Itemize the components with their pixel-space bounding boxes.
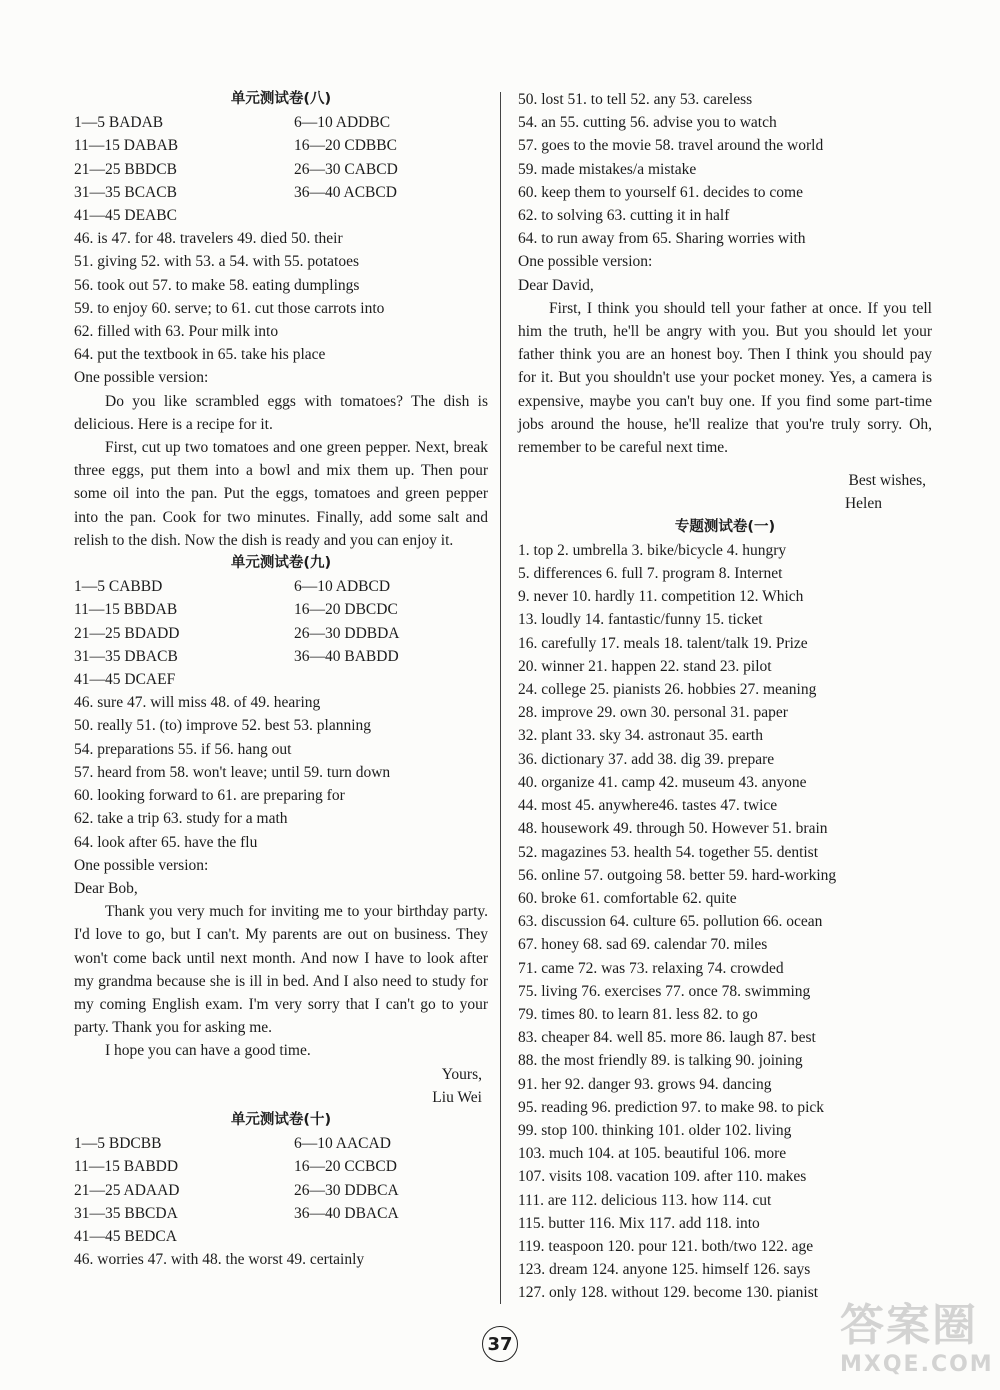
answer-row: 31—35 BCACB 36—40 ACBCD <box>74 183 397 201</box>
answer-line: 71. came 72. was 73. relaxing 74. crowded <box>518 959 784 977</box>
answer-row: 41—45 DEABC <box>74 207 177 225</box>
watermark-logo <box>840 1300 994 1385</box>
left-column <box>74 88 488 1271</box>
unit9-fill-answers <box>74 691 488 853</box>
letter-closing: Best wishes, <box>848 472 926 490</box>
answer-line: 36. dictionary 37. add 38. dig 39. prepare <box>518 750 775 768</box>
answer-line: 57. goes to the movie 58. travel around the world <box>518 137 824 155</box>
answer-line: 123. dream 124. anyone 125. himself 126. says <box>518 1261 811 1279</box>
answer-line: 95. reading 96. prediction 97. to make 98. to pick <box>518 1098 825 1116</box>
section-title-unit10: 单元测试卷(十) <box>230 1111 332 1128</box>
answer-row: 11—15 DABAB 16—20 CDBBC <box>74 137 397 155</box>
answer-line: 88. the most friendly 89. is talking 90. joining <box>518 1052 803 1070</box>
answer-row: 31—35 BBCDA 36—40 DBACA <box>74 1204 399 1222</box>
answer-line: 16. carefully 17. meals 18. talent/talk 19. Prize <box>518 634 808 652</box>
unit10-choice-answers <box>74 1132 488 1248</box>
answer-line: 79. times 80. to learn 81. less 82. to go <box>518 1005 758 1023</box>
answer-row: 1—5 CABBD 6—10 ADBCD <box>74 578 391 596</box>
answer-line: 119. teaspoon 120. pour 121. both/two 122. age <box>518 1237 814 1255</box>
answer-line: 64. look after 65. have the flu <box>74 833 258 851</box>
answer-line: 51. giving 52. with 53. a 54. with 55. potatoes <box>74 253 360 271</box>
answer-line: 99. stop 100. thinking 101. older 102. living <box>518 1121 792 1139</box>
letter-salutation: Dear Bob, <box>74 879 138 897</box>
answer-line: 54. an 55. cutting 56. advise you to watch <box>518 114 777 132</box>
answer-line: 62. to solving 63. cutting it in half <box>518 207 730 225</box>
answer-line: 44. most 45. anywhere46. tastes 47. twice <box>518 797 778 815</box>
answer-row: 11—15 BABDD 16—20 CCBCD <box>74 1158 397 1176</box>
answer-line: 5. differences 6. full 7. program 8. Internet <box>518 565 783 583</box>
answer-line: 46. is 47. for 48. travelers 49. died 50. their <box>74 230 343 248</box>
answer-line: 1. top 2. umbrella 3. bike/bicycle 4. hungry <box>518 541 787 559</box>
answer-line: 64. put the textbook in 65. take his place <box>74 346 326 364</box>
answer-line: 46. sure 47. will miss 48. of 49. hearing <box>74 694 321 712</box>
right-column <box>518 88 932 1305</box>
answer-line: 50. lost 51. to tell 52. any 53. careless <box>518 91 753 108</box>
answer-line: 103. much 104. at 105. beautiful 106. more <box>518 1145 787 1163</box>
letter-signature: Liu Wei <box>432 1088 482 1106</box>
answer-line: 40. organize 41. camp 42. museum 43. anyone <box>518 773 807 791</box>
answer-line: 111. are 112. delicious 113. how 114. cut <box>518 1191 772 1209</box>
answer-line: 60. broke 61. comfortable 62. quite <box>518 889 737 907</box>
answer-row: 21—25 BDADD 26—30 DDBDA <box>74 624 400 642</box>
answer-line: 56. online 57. outgoing 58. better 59. hard-working <box>518 866 837 884</box>
letter-closing: Yours, <box>441 1065 482 1083</box>
answer-line: 56. took out 57. to make 58. eating dumplings <box>74 276 360 294</box>
section-title-unit8: 单元测试卷(八) <box>230 91 332 107</box>
answer-line: 9. never 10. hardly 11. competition 12. Which <box>518 588 804 606</box>
answer-row: 1—5 BADAB 6—10 ADDBC <box>74 114 391 132</box>
answer-line: 91. her 92. danger 93. grows 94. dancing <box>518 1075 772 1093</box>
answer-line: 63. discussion 64. culture 65. pollution 66. ocean <box>518 913 823 931</box>
answer-line: 64. to run away from 65. Sharing worries with <box>518 230 806 248</box>
unit10-fill-answers-continued <box>518 88 932 250</box>
answer-line: 46. worries 47. with 48. the worst 49. certainly <box>74 1251 365 1269</box>
answer-row: 21—25 ADAAD 26—30 DDBCA <box>74 1181 399 1199</box>
essay-paragraph: I hope you can have a good time. <box>105 1042 311 1060</box>
answer-line: 67. honey 68. sad 69. calendar 70. miles <box>518 936 768 954</box>
answer-line: 57. heard from 58. won't leave; until 59. turn down <box>74 763 391 781</box>
column-divider <box>500 92 501 1304</box>
unit8-fill-answers <box>74 227 488 366</box>
answer-row: 1—5 BDCBB 6—10 AACAD <box>74 1135 391 1153</box>
answer-line: 127. only 128. without 129. become 130. pianist <box>518 1284 819 1302</box>
answer-line: 60. keep them to yourself 61. decides to come <box>518 183 803 201</box>
answer-line: 52. magazines 53. health 54. together 55. dentist <box>518 843 819 861</box>
answer-line: 28. improve 29. own 30. personal 31. paper <box>518 704 788 722</box>
answer-line: 20. winner 21. happen 22. stand 23. pilot <box>518 657 772 675</box>
answer-line: 24. college 25. pianists 26. hobbies 27. meaning <box>518 681 817 699</box>
answer-line: 32. plant 33. sky 34. astronaut 35. earth <box>518 727 763 745</box>
answer-line: 48. housework 49. through 50. However 51. brain <box>518 820 828 838</box>
essay-paragraph: Thank you very much for inviting me to your birthday party. I'd love to go, but I can't. My parents are out on business. They won't come back until next month. And now I have to look after my grandma because she is ill in bed. And I also need to study for my coming English exam. I'm very sorry that I can't go to your party. Thank you for asking me. <box>74 903 488 1037</box>
special1-answers <box>518 539 932 1305</box>
answer-line: 13. loudly 14. fantastic/funny 15. ticket <box>518 611 763 629</box>
letter-salutation: Dear David, <box>518 276 594 294</box>
answer-row: 31—35 DBACB 36—40 BABDD <box>74 647 399 665</box>
answer-row: 11—15 BBDAB 16—20 DBCDC <box>74 601 398 619</box>
answer-line: 83. cheaper 84. well 85. more 86. laugh 87. best <box>518 1029 816 1047</box>
answer-line: 75. living 76. exercises 77. once 78. swimming <box>518 982 811 1000</box>
essay-paragraph: First, I think you should tell your father at once. If you tell him the truth, he'll be angry with you. But you should let your father think you are an honest boy. Then I think you should pay for it. But you shouldn't use your pocket money. Yes, a camera is expensive, maybe you can't buy one. If you find some part-time jobs around the house, he'll realize that you're truly sorry. Oh, remember to be careful next time. <box>518 299 932 457</box>
essay-intro: One possible version: <box>74 369 209 387</box>
essay-intro: One possible version: <box>74 856 209 874</box>
unit8-choice-answers <box>74 111 488 227</box>
answer-line: 107. visits 108. vacation 109. after 110. makes <box>518 1168 807 1186</box>
answer-line: 54. preparations 55. if 56. hang out <box>74 740 292 758</box>
essay-paragraph: Do you like scrambled eggs with tomatoes? The dish is delicious. Here is a recipe for it. <box>74 392 488 433</box>
answer-line: 62. filled with 63. Pour milk into <box>74 323 279 341</box>
answer-line: 59. to enjoy 60. serve; to 61. cut those carrots into <box>74 299 385 317</box>
answer-line: 59. made mistakes/a mistake <box>518 160 697 178</box>
answer-line: 60. looking forward to 61. are preparing for <box>74 787 345 805</box>
answer-row: 41—45 DCAEF <box>74 671 176 689</box>
section-title-special1: 专题测试卷(一) <box>674 518 776 535</box>
answer-line: 50. really 51. (to) improve 52. best 53. planning <box>74 717 372 735</box>
letter-signature: Helen <box>844 495 882 513</box>
answer-row: 21—25 BBDCB 26—30 CABCD <box>74 160 398 178</box>
page-number: 37 <box>482 1326 518 1362</box>
essay-paragraph: First, cut up two tomatoes and one green pepper. Next, break three eggs, put them into a bowl and mix them up. Then pour some oil into the pan. Put the eggs, tomatoes and green pepper into the pan. Cook for two minutes. Finally, add some salt and relish to the dish. Now the dish is ready and you can enjoy it. <box>74 439 488 549</box>
answer-row: 41—45 BEDCA <box>74 1227 177 1245</box>
section-title-unit9: 单元测试卷(九) <box>230 555 332 572</box>
unit9-choice-answers <box>74 575 488 691</box>
essay-intro: One possible version: <box>518 253 653 271</box>
watermark-url: MXQE.COM <box>840 1352 994 1377</box>
answer-line: 62. take a trip 63. study for a math <box>74 810 288 828</box>
watermark-text: 答案圈 <box>840 1300 978 1351</box>
answer-line: 115. butter 116. Mix 117. add 118. into <box>518 1214 760 1232</box>
